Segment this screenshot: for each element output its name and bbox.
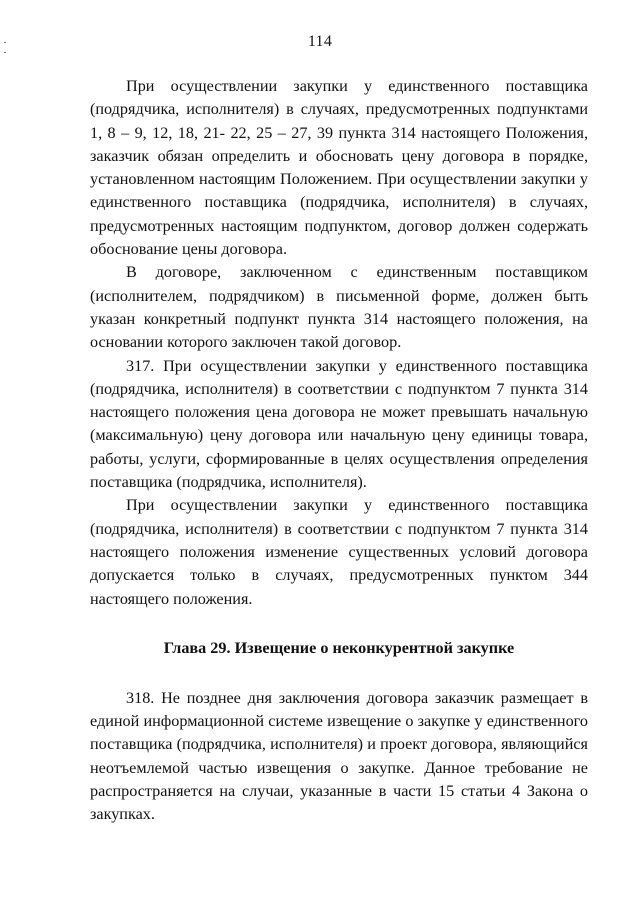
paragraph-procurement-price-justification: При осуществлении закупки у единственного поставщика (подрядчика, исполнителя) в случаях, предусмотренных подпунктами 1, 8 – 9, 12, 18, 21- 22, 25 – 27, 39 пункта 314 настоящего Положения, заказчик обязан определить и обосновать цену договора в порядке, установленном настоящим Положением. При осуществлении закупки у единственного поставщика (подрядчика, исполнителя) в случаях, предусмотренных настоящим подпунктом, договор должен содержать обоснование цены договора. xyxy=(90,77,588,259)
paragraph-contract-terms-change: При осуществлении закупки у единственного поставщика (подрядчика, исполнителя) в соответствии с подпунктом 7 пункта 314 настоящего положения изменение существенных условий договора допускается только в случаях, предусмотренных пунктом 344 настоящего положения. xyxy=(90,496,588,608)
paragraph-contract-subclause: В договоре, заключенном с единственным поставщиком (исполнителем, подрядчиком) в письменной форме, должен быть указан конкретный подпункт пункта 314 настоящего положения, на основании которого заключен такой договор. xyxy=(90,263,588,352)
scan-artifact xyxy=(4,52,6,53)
chapter-heading: Глава 29. Извещение о неконкурентной закупке xyxy=(163,638,515,657)
page-number: 114 xyxy=(307,33,333,50)
paragraph-318: 318. Не позднее дня заключения договора заказчик размещает в единой информационной системе извещение о закупке у единственного поставщика (подрядчика, исполнителя) и проект договора, являющийся неотъемлемой частью извещения о закупке. Данное требование не распространяется на случаи, указанные в части 15 статьи 4 Закона о закупках. xyxy=(90,688,588,824)
document-body xyxy=(90,75,588,827)
paragraph-317: 317. При осуществлении закупки у единственного поставщика (подрядчика, исполнителя) в соответствии с подпунктом 7 пункта 314 настоящего положения цена договора не может превышать начальную (максимальную) цену договора или начальную цену единицы товара, работы, услуги, сформированные в целях осуществления определения поставщика (подрядчика, исполнителя). xyxy=(90,356,588,492)
